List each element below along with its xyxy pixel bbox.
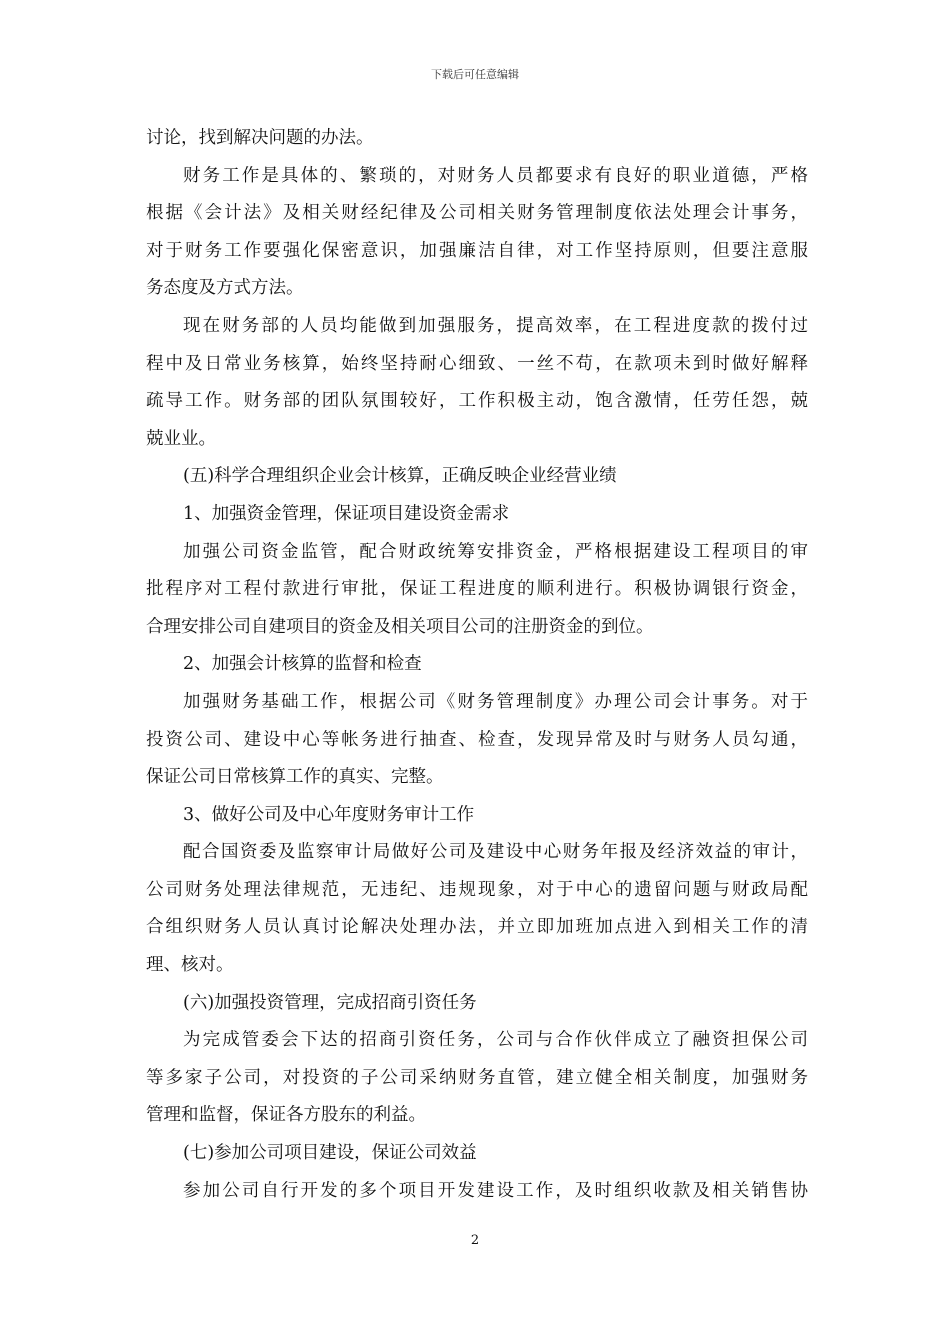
text-line: 合组织财务人员认真讨论解决处理办法，并立即加班加点进入到相关工作的清 (146, 917, 808, 938)
text-line: 兢业业。 (146, 428, 216, 449)
text-line: 管理和监督，保证各方股东的利益。 (146, 1105, 426, 1126)
text-line: 配合国资委及监察审计局做好公司及建设中心财务年报及经济效益的审计， (183, 842, 808, 863)
text-line: 合理安排公司自建项目的资金及相关项目公司的注册资金的到位。 (146, 616, 654, 637)
text-line: 批程序对工程付款进行审批，保证工程进度的顺利进行。积极协调银行资金， (146, 579, 808, 600)
page-header: 下载后可任意编辑 (431, 68, 519, 81)
text-line: 为完成管委会下达的招商引资任务，公司与合作伙伴成立了融资担保公司 (183, 1030, 808, 1051)
text-line: 理、核对。 (146, 955, 234, 976)
text-line: 疏导工作。财务部的团队氛围较好，工作积极主动，饱含激情，任劳任怨，兢 (146, 391, 808, 412)
document-body (146, 120, 808, 1210)
page-number: 2 (470, 1233, 480, 1248)
text-line: 程中及日常业务核算，始终坚持耐心细致、一丝不苟，在款项未到时做好解释 (146, 353, 808, 374)
text-line: 对于财务工作要强化保密意识，加强廉洁自律，对工作坚持原则，但要注意服 (146, 240, 808, 261)
text-line: (五)科学合理组织企业会计核算，正确反映企业经营业绩 (183, 466, 617, 487)
text-line: 1、加强资金管理，保证项目建设资金需求 (183, 503, 510, 524)
text-line: 2、加强会计核算的监督和检查 (183, 654, 422, 675)
text-line: 加强公司资金监管，配合财政统筹安排资金，严格根据建设工程项目的审 (183, 541, 808, 562)
text-line: 参加公司自行开发的多个项目开发建设工作，及时组织收款及相关销售协 (183, 1180, 808, 1201)
text-line: (六)加强投资管理，完成招商引资任务 (183, 992, 477, 1013)
text-line: 讨论，找到解决问题的办法。 (146, 128, 374, 148)
text-line: 加强财务基础工作，根据公司《财务管理制度》办理公司会计事务。对于 (183, 691, 808, 712)
text-line: 等多家子公司，对投资的子公司采纳财务直管，建立健全相关制度，加强财务 (146, 1067, 808, 1088)
text-line: 务态度及方式方法。 (146, 278, 304, 299)
text-line: 根据《会计法》及相关财经纪律及公司相关财务管理制度依法处理会计事务， (146, 203, 808, 224)
text-line: 保证公司日常核算工作的真实、完整。 (146, 767, 444, 788)
text-line: (七)参加公司项目建设，保证公司效益 (183, 1143, 477, 1164)
text-line: 3、做好公司及中心年度财务审计工作 (183, 804, 475, 825)
text-line: 现在财务部的人员均能做到加强服务，提高效率，在工程进度款的拨付过 (183, 315, 808, 336)
text-line: 财务工作是具体的、繁琐的，对财务人员都要求有良好的职业道德，严格 (183, 165, 808, 186)
text-line: 投资公司、建设中心等帐务进行抽查、检查，发现异常及时与财务人员勾通， (146, 729, 808, 750)
text-line: 公司财务处理法律规范，无违纪、违规现象，对于中心的遗留问题与财政局配 (146, 879, 808, 900)
